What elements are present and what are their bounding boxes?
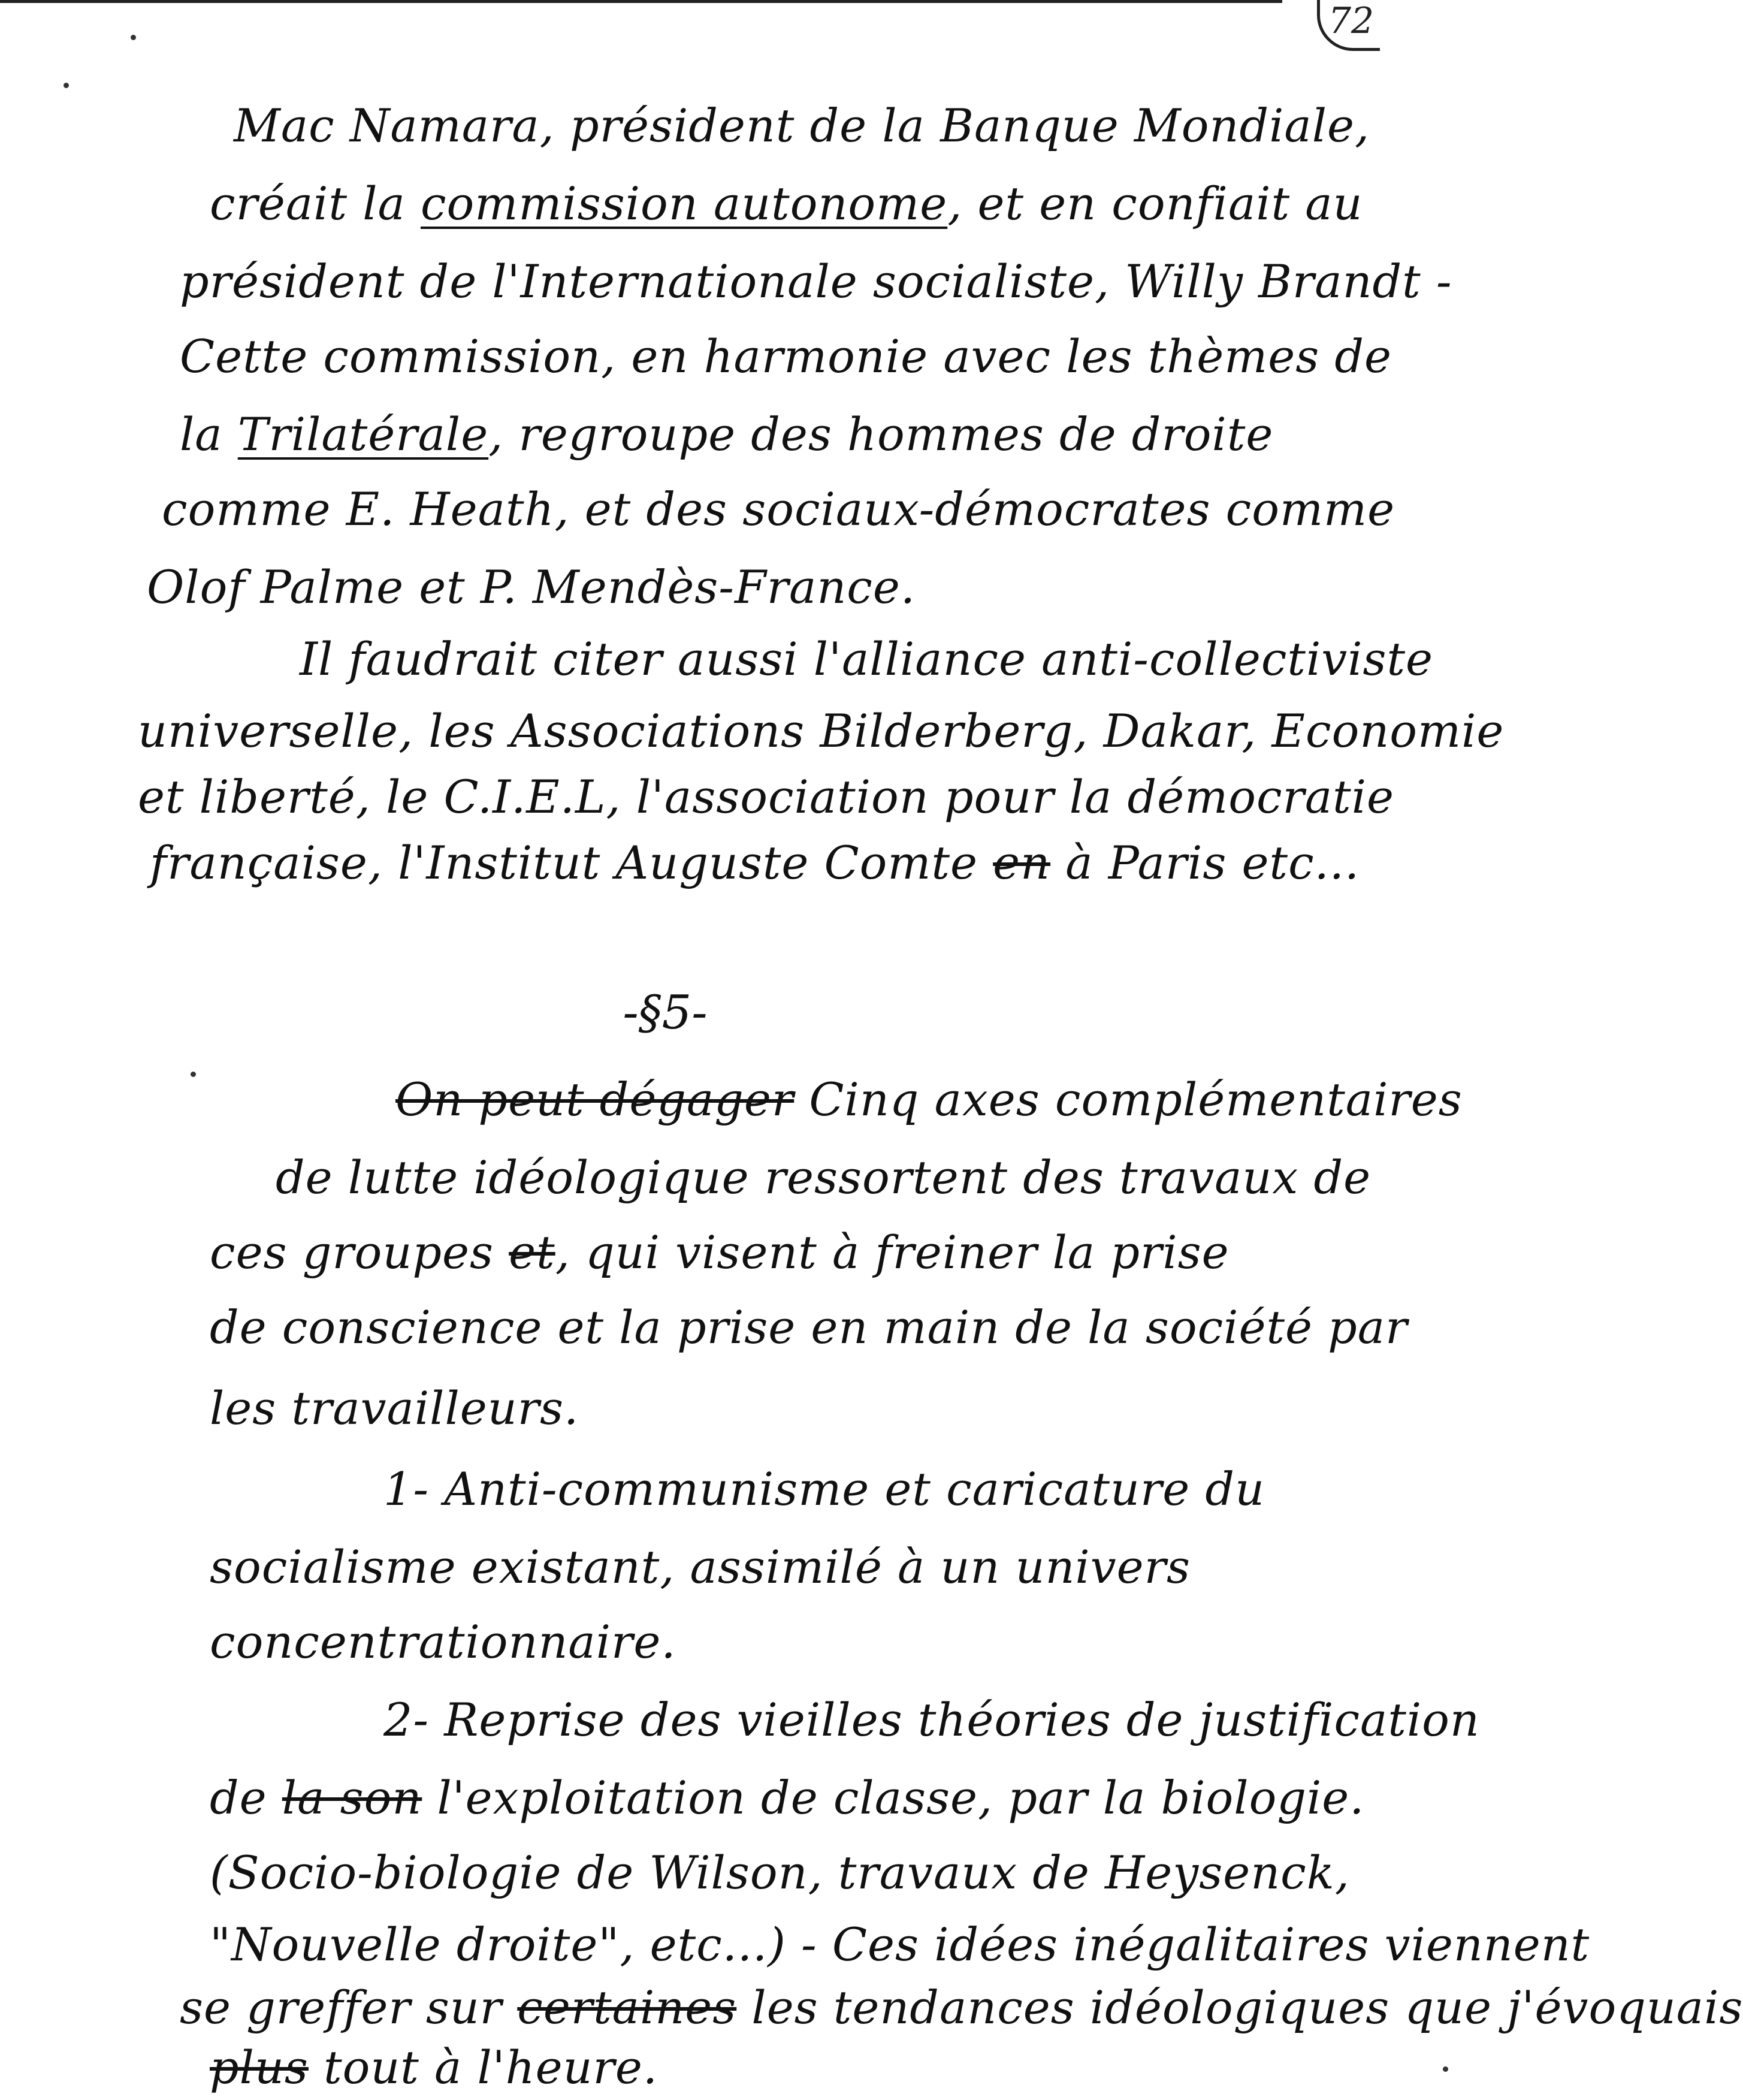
text-segment: française, l'Institut Auguste Comte — [150, 836, 993, 889]
text-segment: , regroupe des hommes de droite — [488, 408, 1274, 461]
text-segment: la — [180, 408, 238, 461]
underlined-text: commission autonome — [420, 177, 948, 230]
page-number: 72 — [1328, 0, 1375, 42]
text-segment: comme E. Heath, et des sociaux-démocrates comme — [162, 482, 1395, 536]
text-line — [210, 1768, 1364, 1828]
text-segment: de conscience et la prise en main de la société par — [210, 1301, 1408, 1354]
text-line — [383, 1459, 1265, 1519]
struck-text: la son — [282, 1771, 422, 1824]
text-segment: Olof Palme et P. Mendès-France. — [147, 560, 916, 614]
text-segment: président de l'Internationale socialiste, Willy Brandt - — [180, 255, 1452, 308]
underlined-text: Trilatérale — [237, 408, 489, 461]
text-segment: universelle, les Associations Bilderberg, Dakar, Economie — [138, 704, 1505, 758]
text-line — [210, 1537, 1191, 1597]
text-segment: Mac Namara, président de la Banque Mondiale, — [234, 99, 1370, 152]
text-segment: l'exploitation de classe, par la biologie. — [422, 1771, 1365, 1824]
struck-text: en — [993, 836, 1051, 889]
text-segment: , et en confiait au — [947, 177, 1363, 230]
text-segment: ces groupes — [210, 1226, 509, 1279]
text-segment: (Socio-biologie de Wilson, travaux de Heysenck, — [210, 1846, 1350, 1899]
text-line — [210, 1223, 1230, 1283]
ink-speck — [191, 1072, 196, 1077]
text-segment: Cinq axes complémentaires — [794, 1073, 1463, 1126]
text-line — [138, 767, 1394, 827]
text-line — [383, 1690, 1480, 1750]
section-heading: -§5- — [623, 986, 708, 1040]
text-segment: de lutte idéologique ressortent des travaux de — [276, 1151, 1372, 1204]
text-line — [150, 833, 1360, 893]
text-line — [210, 1915, 1590, 1975]
text-segment: 1- Anti-communisme et caricature du — [383, 1462, 1265, 1516]
text-line — [210, 1843, 1350, 1903]
text-line — [300, 629, 1433, 689]
text-segment: Il faudrait citer aussi l'alliance anti-collectiviste — [300, 632, 1434, 686]
text-segment: de — [210, 1771, 282, 1824]
text-line — [162, 479, 1395, 539]
text-line — [395, 1070, 1463, 1130]
text-line — [138, 701, 1504, 761]
ink-speck — [64, 83, 69, 88]
text-line — [276, 1148, 1371, 1208]
text-line — [210, 1298, 1407, 1357]
text-segment: "Nouvelle droite", etc...) - Ces idées inégalitaires viennent — [210, 1918, 1590, 1971]
text-segment: se greffer sur — [180, 1981, 518, 2034]
struck-text: et — [509, 1226, 555, 1279]
text-segment: les tendances idéologiques que j'évoquais — [736, 1981, 1743, 2034]
text-segment: 2- Reprise des vieilles théories de justification — [383, 1693, 1480, 1746]
struck-text: On peut dégager — [395, 1073, 795, 1126]
ink-speck — [131, 35, 136, 40]
text-segment: et liberté, le C.I.E.L, l'association pour la démocratie — [138, 770, 1394, 823]
text-line — [210, 174, 1363, 234]
text-line — [180, 405, 1273, 464]
text-segment: socialisme existant, assimilé à un univers — [210, 1540, 1191, 1594]
top-edge-rule — [0, 0, 1282, 3]
struck-text: certaines — [517, 1981, 737, 2034]
text-segment: , qui visent à freiner la prise — [555, 1226, 1230, 1279]
text-segment: les travailleurs. — [210, 1381, 579, 1435]
text-line — [210, 2038, 658, 2098]
text-line — [210, 1612, 676, 1672]
text-segment: à Paris etc... — [1050, 836, 1360, 889]
ink-speck — [1443, 2066, 1448, 2072]
text-line — [234, 96, 1370, 156]
text-line — [210, 1378, 579, 1438]
text-line — [180, 1978, 1743, 2038]
text-segment: concentrationnaire. — [210, 1615, 676, 1668]
text-segment: créait la — [210, 177, 421, 230]
text-line — [180, 327, 1392, 387]
text-line — [180, 252, 1452, 312]
text-segment: tout à l'heure. — [308, 2041, 658, 2094]
text-segment: Cette commission, en harmonie avec les thèmes de — [180, 330, 1392, 383]
struck-text: plus — [210, 2041, 309, 2094]
text-line — [147, 557, 916, 617]
